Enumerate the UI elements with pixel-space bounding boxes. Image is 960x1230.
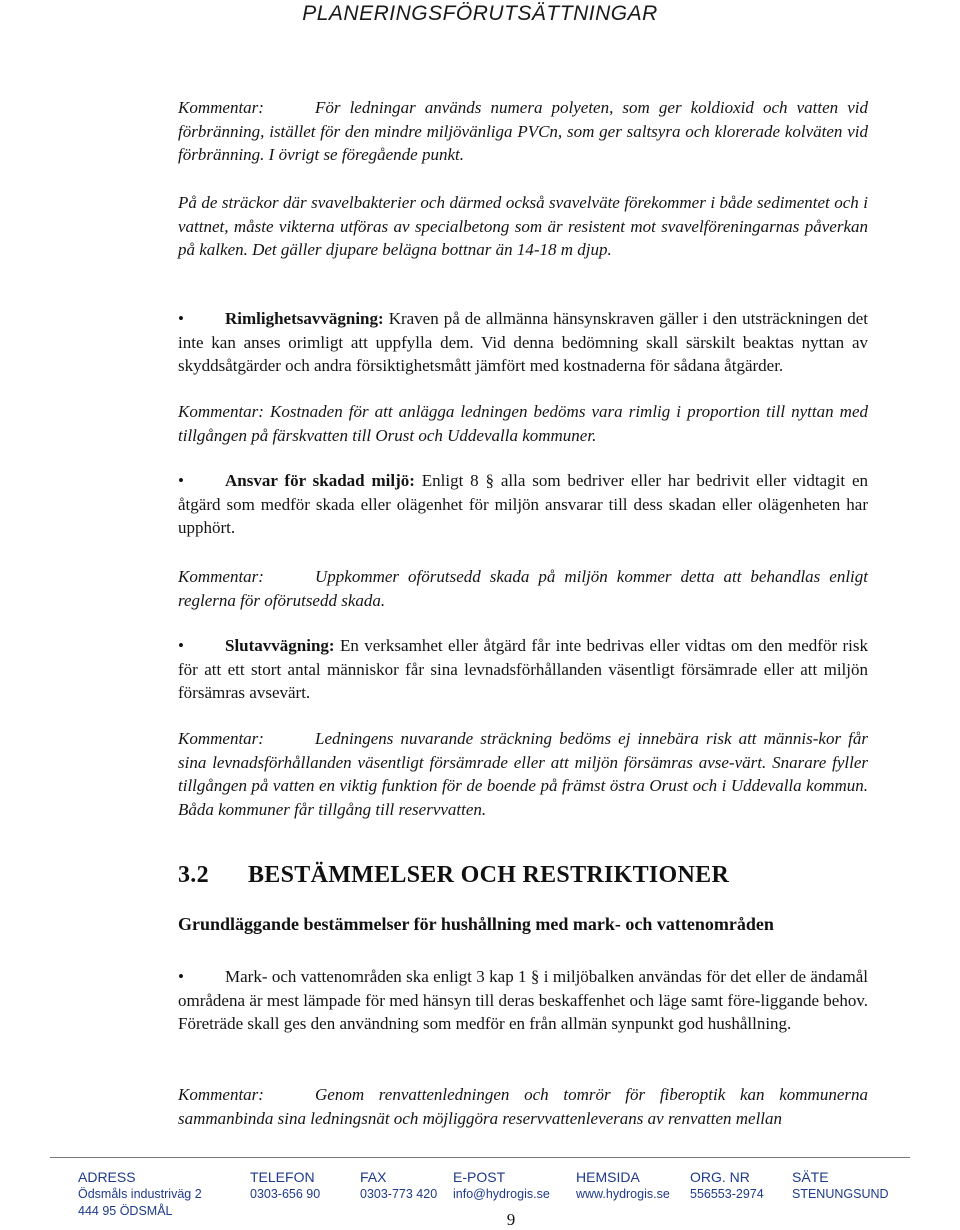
footer-orgnr <box>690 1168 764 1203</box>
footer-adress-heading: ADRESS <box>78 1169 136 1185</box>
comment-label: Kommentar: <box>178 1085 264 1104</box>
footer-hemsida <box>576 1168 670 1203</box>
section-heading <box>178 862 729 889</box>
footer-telefon-value: 0303-656 90 <box>250 1187 321 1201</box>
page-number: 9 <box>506 1210 516 1229</box>
comment-text: För ledningar används numera polyeten, som ger koldioxid och vatten vid förbränning, istället för den mindre miljövänliga PVCn, som ger saltsyra och klorerade kolväten vid förbränning. I övrigt se föregående punkt. <box>178 98 868 164</box>
comment-label: Kommentar: <box>178 98 264 117</box>
bullet-rimlighetsavvagning <box>178 307 868 378</box>
footer-telefon <box>250 1168 320 1203</box>
comment-paragraph-2: Kommentar: Kostnaden för att anlägga ledningen bedöms vara rimlig i proportion till nyttan med tillgången på färskvatten till Orust och Uddevalla kommuner. <box>178 402 868 445</box>
comment-paragraph-5 <box>178 1083 868 1130</box>
bullet-term: Ansvar för skadad miljö: <box>225 471 415 490</box>
bullet-marker: • <box>178 967 184 986</box>
comment-paragraph-3 <box>178 565 868 612</box>
comment-label: Kommentar: <box>178 567 264 586</box>
section-title: BESTÄMMELSER OCH RESTRIKTIONER <box>248 862 730 888</box>
footer-epost-heading: E-POST <box>453 1169 506 1185</box>
footer-telefon-heading: TELEFON <box>250 1169 315 1185</box>
comment-paragraph-1 <box>178 96 868 167</box>
comment-text: Uppkommer oförutsedd skada på miljön kommer detta att behandlas enligt reglerna för oförutsedd skada. <box>178 567 868 610</box>
footer-adress-line1: Ödsmåls industriväg 2 <box>78 1187 202 1201</box>
footer-sate <box>792 1168 889 1203</box>
footer-sate-heading: SÄTE <box>792 1169 829 1185</box>
bullet-text: Enligt 8 § alla som bedriver eller har bedrivit eller vidtagit en åtgärd som medför skada eller olägenhet för miljön ansvarar till dess skadan eller olägenheten har upphört. <box>178 471 869 537</box>
footer-orgnr-value: 556553-2974 <box>690 1187 764 1201</box>
comment-paragraph-4 <box>178 727 868 821</box>
footer-fax-value: 0303-773 420 <box>360 1187 438 1201</box>
footer-fax <box>360 1168 437 1203</box>
bullet-slutavvagning <box>178 634 868 705</box>
comment-text: Ledningens nuvarande sträckning bedöms ej innebära risk att männis-kor får sina levnadsförhållanden väsentligt försämrade eller att miljön försämras avse-värt. Snarare fyller tillgången på vatten en viktig funktion för de boende på främst östra Orust och i Uddevalla kommun. Båda kommuner får tillgång till reservvatten. <box>178 729 868 819</box>
bullet-marker: • <box>178 471 184 490</box>
footer-hemsida-heading: HEMSIDA <box>576 1169 640 1185</box>
page-header-title: PLANERINGSFÖRUTSÄTTNINGAR <box>302 2 658 25</box>
bullet-marker: • <box>178 309 184 328</box>
bullet-term: Rimlighetsavvägning: <box>225 309 384 328</box>
bullet-term: Slutavvägning: <box>225 636 335 655</box>
paragraph-svavel: På de sträckor där svavelbakterier och därmed också svavelväte förekommer i både sedimentet och i vattnet, måste vikterna utföras av specialbetong som är resistent mot svavelföreningarnas påverkan på kalken. Det gäller djupare belägna bottnar än 14-18 m djup. <box>178 193 868 259</box>
footer-hemsida-value: www.hydrogis.se <box>576 1187 670 1201</box>
footer-orgnr-heading: ORG. NR <box>690 1169 750 1185</box>
bullet-text: En verksamhet eller åtgärd får inte bedrivas eller vidtas om den medför risk för att ett stort antal människor får sina levnadsförhållanden väsentligt försämrade eller att miljön försämras avsevärt. <box>178 636 868 702</box>
bullet-text: Kraven på de allmänna hänsynskraven gäller i den utsträckningen det inte kan anses orimligt att uppfylla dem. Vid denna bedömning skall särskilt beaktas nyttan av skyddsåtgärder och andra försiktighetsmått jämfört med kostnaderna för sådana åtgärder. <box>178 309 868 375</box>
comment-label: Kommentar: <box>178 729 264 748</box>
comment-text: Genom renvattenledningen och tomrör för fiberoptik kan kommunerna sammanbinda sina ledningsnät och möjliggöra reservvattenleverans av renvatten mellan <box>178 1085 868 1128</box>
section-number: 3.2 <box>178 862 209 888</box>
bullet-marker: • <box>178 636 184 655</box>
bullet-ansvar <box>178 469 868 540</box>
footer-divider <box>50 1157 910 1158</box>
bullet-text: Mark- och vattenområden ska enligt 3 kap 1 § i miljöbalken användas för det eller de ändamål områdena är mest lämpade för med hänsyn till deras beskaffenhet och läge samt före-liggande behov. Företräde skall ges den användning som medför en från allmän synpunkt god hushållning. <box>178 967 868 1033</box>
footer-sate-value: STENUNGSUND <box>792 1187 889 1201</box>
bullet-mark-vatten <box>178 965 868 1036</box>
subheading: Grundläggande bestämmelser för hushållning med mark- och vattenområden <box>178 914 774 934</box>
footer-adress-line2: 444 95 ÖDSMÅL <box>78 1204 173 1218</box>
footer-epost <box>453 1168 550 1203</box>
footer-fax-heading: FAX <box>360 1169 387 1185</box>
footer-epost-value: info@hydrogis.se <box>453 1187 550 1201</box>
